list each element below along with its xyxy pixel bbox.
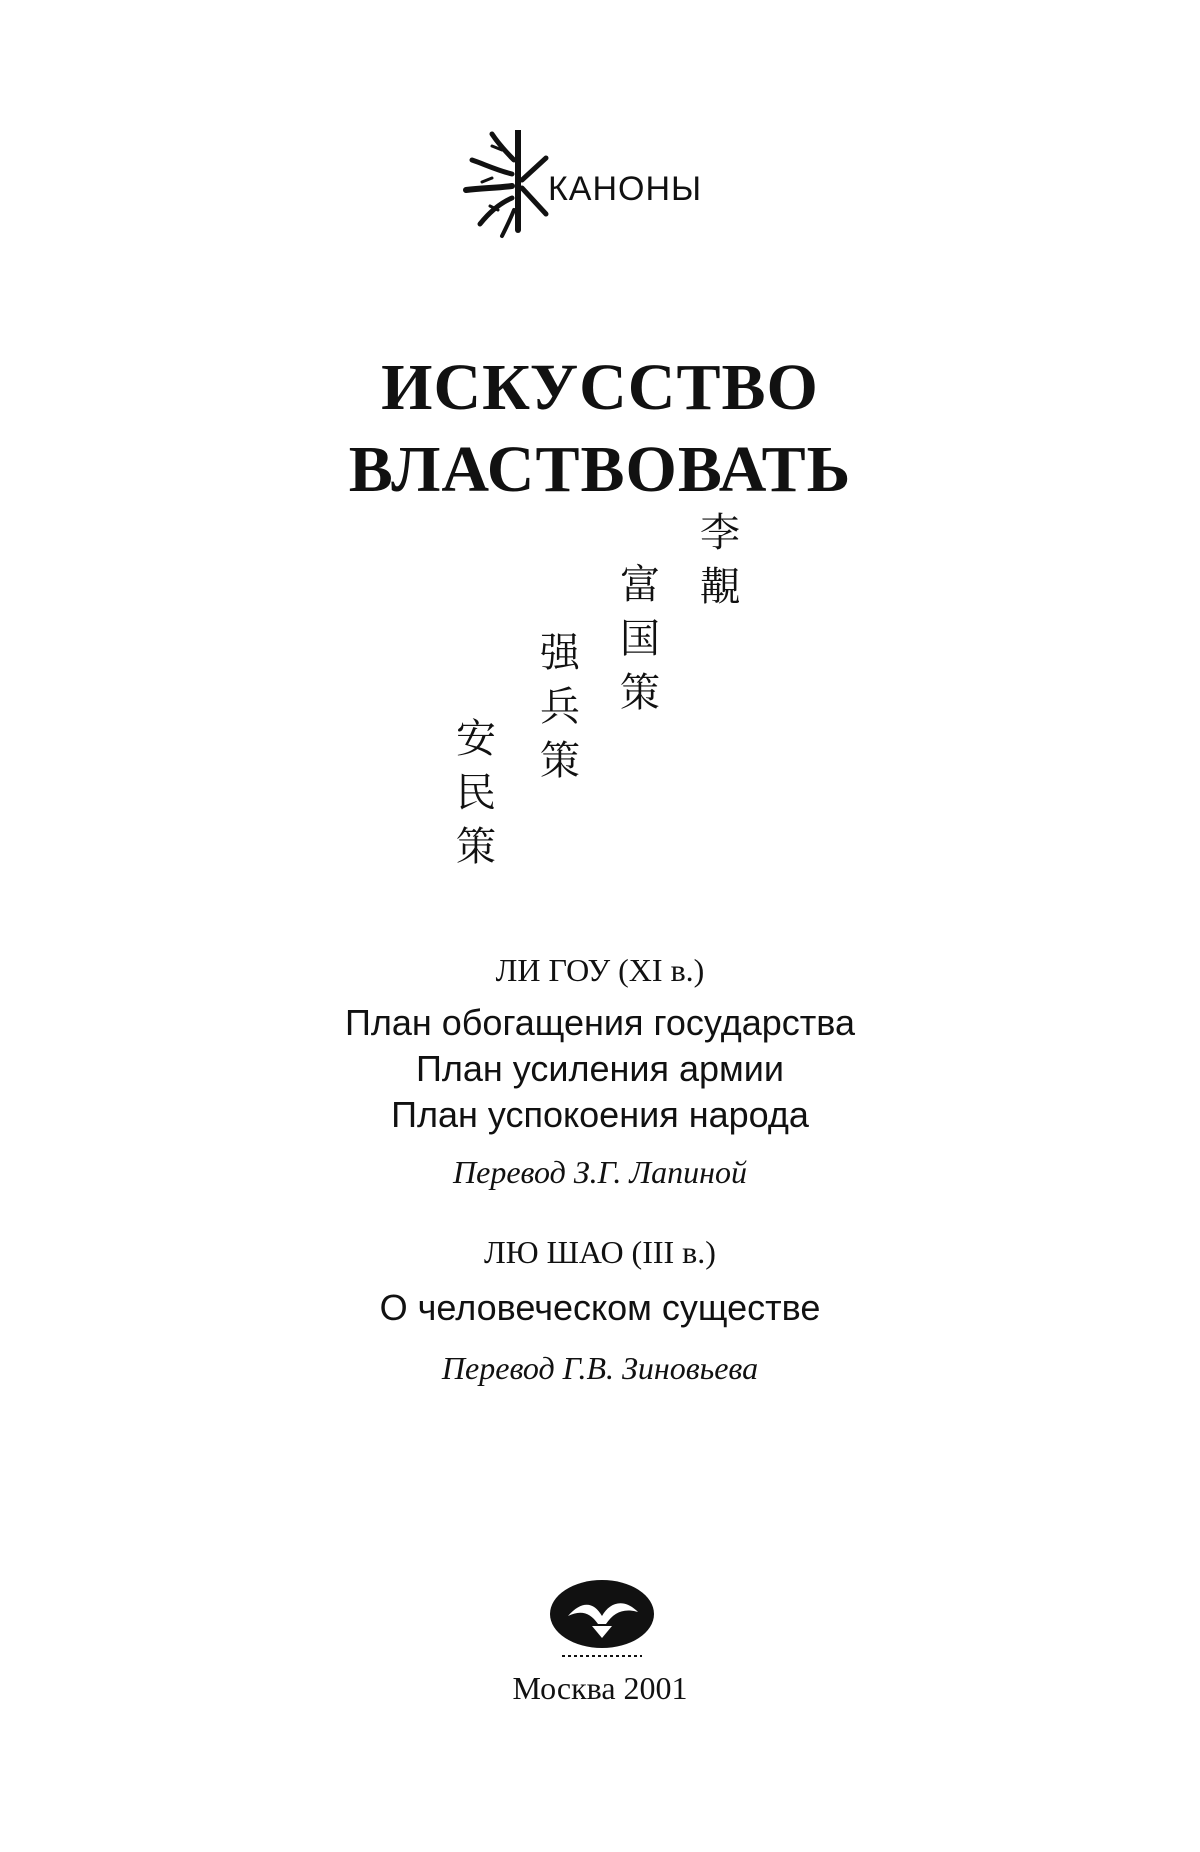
work-title: План усиления армии xyxy=(415,1048,784,1089)
chinese-char: 民 xyxy=(456,770,496,816)
author-liu-shao: ЛЮ ШАО (III в.) xyxy=(484,1234,716,1270)
book-title-line-2: ВЛАСТВОВАТЬ xyxy=(348,433,852,506)
work-title: О человеческом существе xyxy=(379,1287,821,1328)
imprint: Москва 2001 xyxy=(512,1670,688,1706)
chinese-column-anmince xyxy=(453,712,499,874)
chinese-char: 李 xyxy=(700,510,740,556)
translator-credit: Перевод Г.В. Зиновьева xyxy=(441,1350,759,1386)
series-logo xyxy=(462,130,703,240)
chinese-char: 强 xyxy=(540,630,580,676)
publisher-emblem-icon xyxy=(548,1572,656,1662)
chinese-char: 富 xyxy=(620,562,660,608)
chinese-column-author xyxy=(697,506,743,614)
translator-credit: Перевод З.Г. Лапиной xyxy=(453,1154,747,1190)
chinese-char: 策 xyxy=(540,738,580,784)
book-title-line-1: ИСКУССТВО xyxy=(381,351,819,424)
author-li-gou: ЛИ ГОУ (XI в.) xyxy=(495,952,705,988)
chinese-char: 覯 xyxy=(700,564,740,610)
work-title: План обогащения государства xyxy=(345,1002,855,1043)
chinese-column-qiangbingce xyxy=(537,626,583,788)
series-name: КАНОНЫ xyxy=(548,170,703,208)
chinese-char: 安 xyxy=(456,716,496,762)
chinese-char: 策 xyxy=(456,824,496,870)
chinese-char: 兵 xyxy=(540,684,580,730)
work-title: План успокоения народа xyxy=(391,1094,809,1135)
chinese-char: 策 xyxy=(620,670,660,716)
chinese-column-fuguoce xyxy=(617,558,663,720)
chinese-char: 国 xyxy=(620,616,660,662)
publisher-logo xyxy=(548,1572,656,1662)
